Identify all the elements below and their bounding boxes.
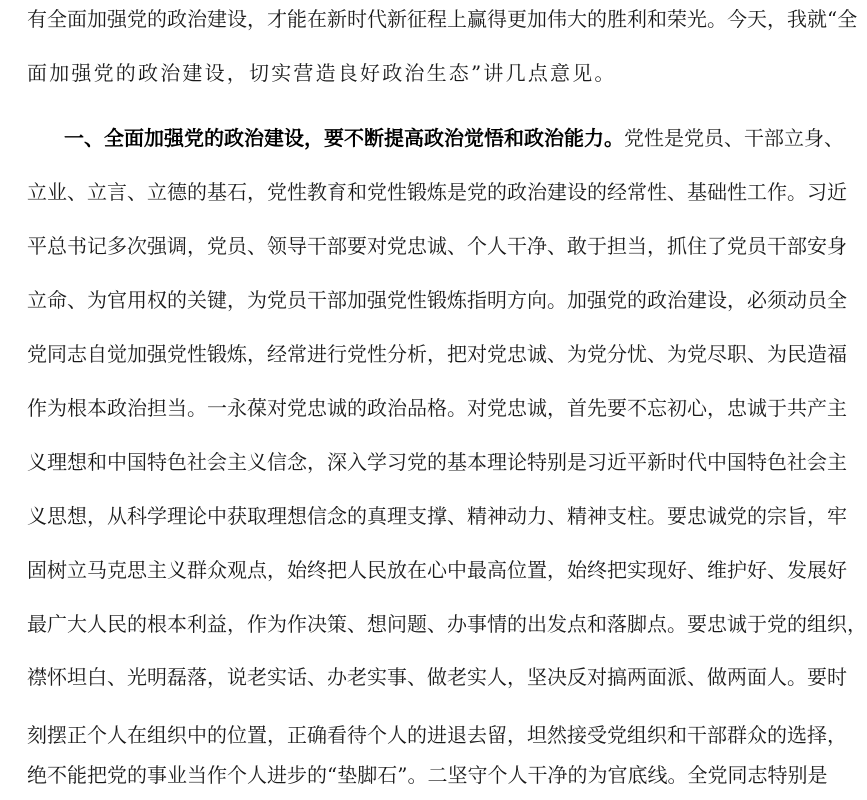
paragraph-line: 义理想和中国特色社会主义信念，深入学习党的基本理论特别是习近平新时代中国特色社会主 bbox=[27, 450, 847, 474]
paragraph-line: 作为根本政治担当。一永葆对党忠诚的政治品格。对党忠诚，首先要不忘初心，忠诚于共产主 bbox=[27, 396, 847, 420]
paragraph-line: 平总书记多次强调，党员、领导干部要对党忠诚、个人干净、敢于担当，抓住了党员干部安身 bbox=[27, 234, 847, 258]
paragraph-line: 面加强党的政治建设，切实营造良好政治生态”讲几点意见。 bbox=[27, 61, 617, 85]
paragraph-line: 有全面加强党的政治建设，才能在新时代新征程上赢得更加伟大的胜利和荣光。今天，我就“全 bbox=[27, 7, 858, 31]
paragraph-line: 固树立马克思主义群众观点，始终把人民放在心中最高位置，始终把实现好、维护好、发展好 bbox=[27, 558, 847, 582]
paragraph-line: 刻摆正个人在组织中的位置，正确看待个人的进退去留，坦然接受党组织和干部群众的选择， bbox=[27, 723, 847, 747]
paragraph-line: 襟怀坦白、光明磊落，说老实话、办老实事、做老实人，坚决反对搞两面派、做两面人。要时 bbox=[27, 665, 847, 689]
section-heading-line bbox=[64, 125, 844, 151]
paragraph-line: 党同志自觉加强党性锻炼，经常进行党性分析，把对党忠诚、为党分忧、为党尽职、为民造福 bbox=[27, 342, 847, 366]
paragraph-line: 立业、立言、立德的基石，党性教育和党性锻炼是党的政治建设的经常性、基础性工作。习近 bbox=[27, 180, 847, 204]
section-heading: 一、全面加强党的政治建设，要不断提高政治觉悟和政治能力。 bbox=[64, 126, 624, 150]
paragraph-line: 立命、为官用权的关键，为党员干部加强党性锻炼指明方向。加强党的政治建设，必须动员全 bbox=[27, 288, 847, 312]
paragraph-line: 绝不能把党的事业当作个人进步的“垫脚石”。二坚守个人干净的为官底线。全党同志特别是 bbox=[27, 763, 828, 787]
paragraph-line: 义思想，从科学理论中获取理想信念的真理支撑、精神动力、精神支柱。要忠诚党的宗旨，牢 bbox=[27, 504, 847, 528]
paragraph-line: 最广大人民的根本利益，作为作决策、想问题、办事情的出发点和落脚点。要忠诚于党的组织， bbox=[27, 612, 867, 636]
heading-continuation: 党性是党员、干部立身、 bbox=[624, 126, 844, 150]
